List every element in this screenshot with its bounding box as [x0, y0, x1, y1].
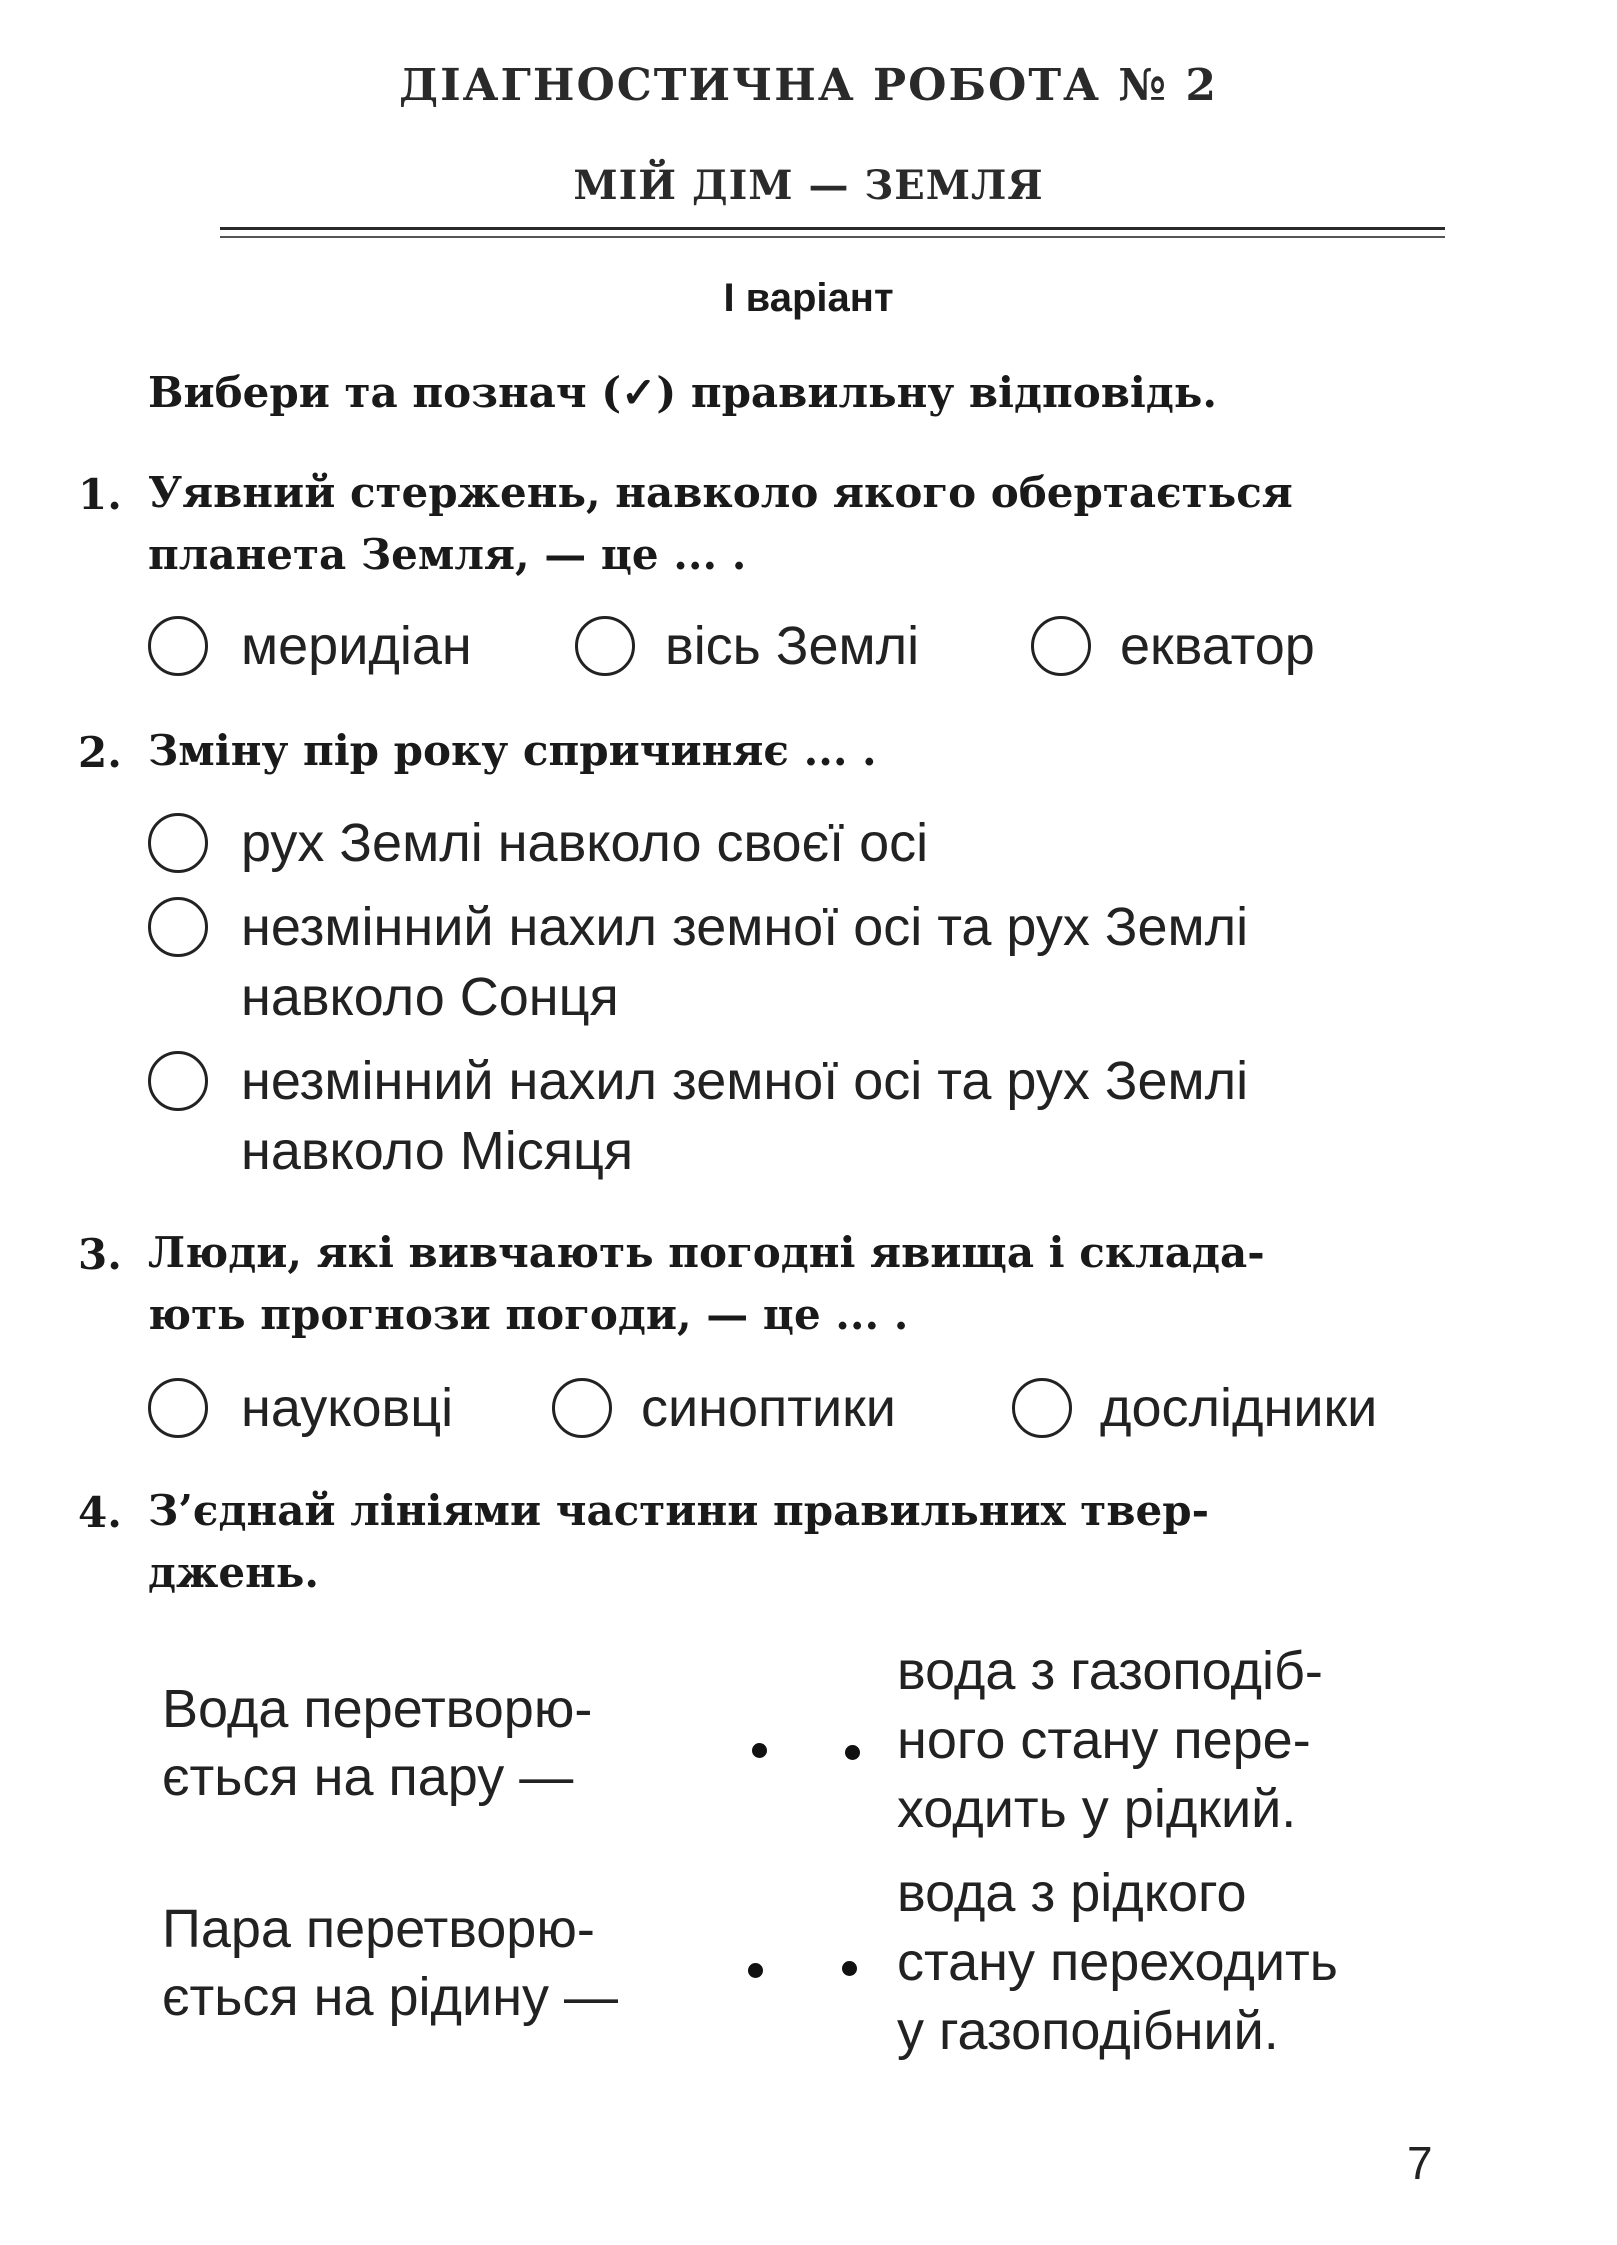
question-number: 2.: [78, 728, 122, 777]
match-left-dot[interactable]: [748, 1963, 763, 1978]
question-number: 1.: [78, 470, 122, 519]
answer-option-label: науковці: [241, 1378, 454, 1438]
match-left-line: Вода перетворю-: [162, 1679, 593, 1739]
answer-option-label: навколо Сонця: [241, 967, 619, 1027]
answer-option-label: синоптики: [641, 1378, 896, 1438]
instruction: Вибери та познач (✓) правильну відповідь.: [148, 368, 1217, 417]
answer-radio[interactable]: [148, 1378, 208, 1438]
answer-radio[interactable]: [148, 616, 208, 676]
answer-radio[interactable]: [148, 813, 208, 873]
match-right-line: вода з рідкого: [897, 1863, 1247, 1923]
answer-option-label: вісь Землі: [665, 616, 920, 676]
answer-option-label: навколо Місяця: [241, 1121, 634, 1181]
page-subtitle: МІЙ ДІМ — ЗЕМЛЯ: [573, 162, 1044, 209]
answer-option-label: дослідники: [1100, 1378, 1378, 1438]
match-right-dot[interactable]: [842, 1961, 857, 1976]
question-text-line: планета Земля, — це ... .: [148, 530, 747, 579]
question-number: 4.: [78, 1488, 122, 1537]
match-right-line: стану переходить: [897, 1932, 1338, 1992]
question-text-line: Люди, які вивчають погодні явища і склада-: [148, 1228, 1265, 1277]
question-text-line: джень.: [148, 1548, 319, 1597]
answer-option-label: незмінний нахил земної осі та рух Землі: [241, 897, 1249, 957]
question-number: 3.: [78, 1230, 122, 1279]
match-right-line: у газоподібний.: [897, 2001, 1279, 2061]
match-left-dot[interactable]: [752, 1743, 767, 1758]
match-right-line: вода з газоподіб-: [897, 1641, 1323, 1701]
answer-radio[interactable]: [148, 1051, 208, 1111]
page-number: 7: [1407, 2137, 1433, 2189]
answer-option-label: екватор: [1120, 616, 1315, 676]
variant-label: І варіант: [723, 276, 894, 320]
match-left-line: ється на рідину —: [162, 1967, 619, 2027]
answer-radio[interactable]: [1012, 1378, 1072, 1438]
answer-option-label: рух Землі навколо своєї осі: [241, 813, 929, 873]
match-right-dot[interactable]: [845, 1745, 860, 1760]
match-right-line: ного стану пере-: [897, 1710, 1311, 1770]
match-left-line: Пара перетворю-: [162, 1899, 595, 1959]
answer-option-label: меридіан: [241, 616, 472, 676]
answer-radio[interactable]: [148, 897, 208, 957]
match-left-line: ється на пару —: [162, 1747, 574, 1807]
header-divider: [220, 227, 1445, 230]
question-text-line: Уявний стержень, навколо якого обертається: [148, 468, 1293, 517]
answer-radio[interactable]: [552, 1378, 612, 1438]
match-right-line: ходить у рідкий.: [897, 1779, 1297, 1839]
answer-radio[interactable]: [575, 616, 635, 676]
page-title: ДІАГНОСТИЧНА РОБОТА № 2: [398, 60, 1219, 111]
answer-radio[interactable]: [1031, 616, 1091, 676]
question-text-line: Зміну пір року спричиняє ... .: [148, 726, 877, 775]
question-text-line: ють прогнози погоди, — це ... .: [148, 1290, 909, 1339]
header-divider-thin: [220, 236, 1445, 238]
answer-option-label: незмінний нахил земної осі та рух Землі: [241, 1051, 1249, 1111]
question-text-line: З’єднай лініями частини правильних твер-: [148, 1486, 1210, 1535]
